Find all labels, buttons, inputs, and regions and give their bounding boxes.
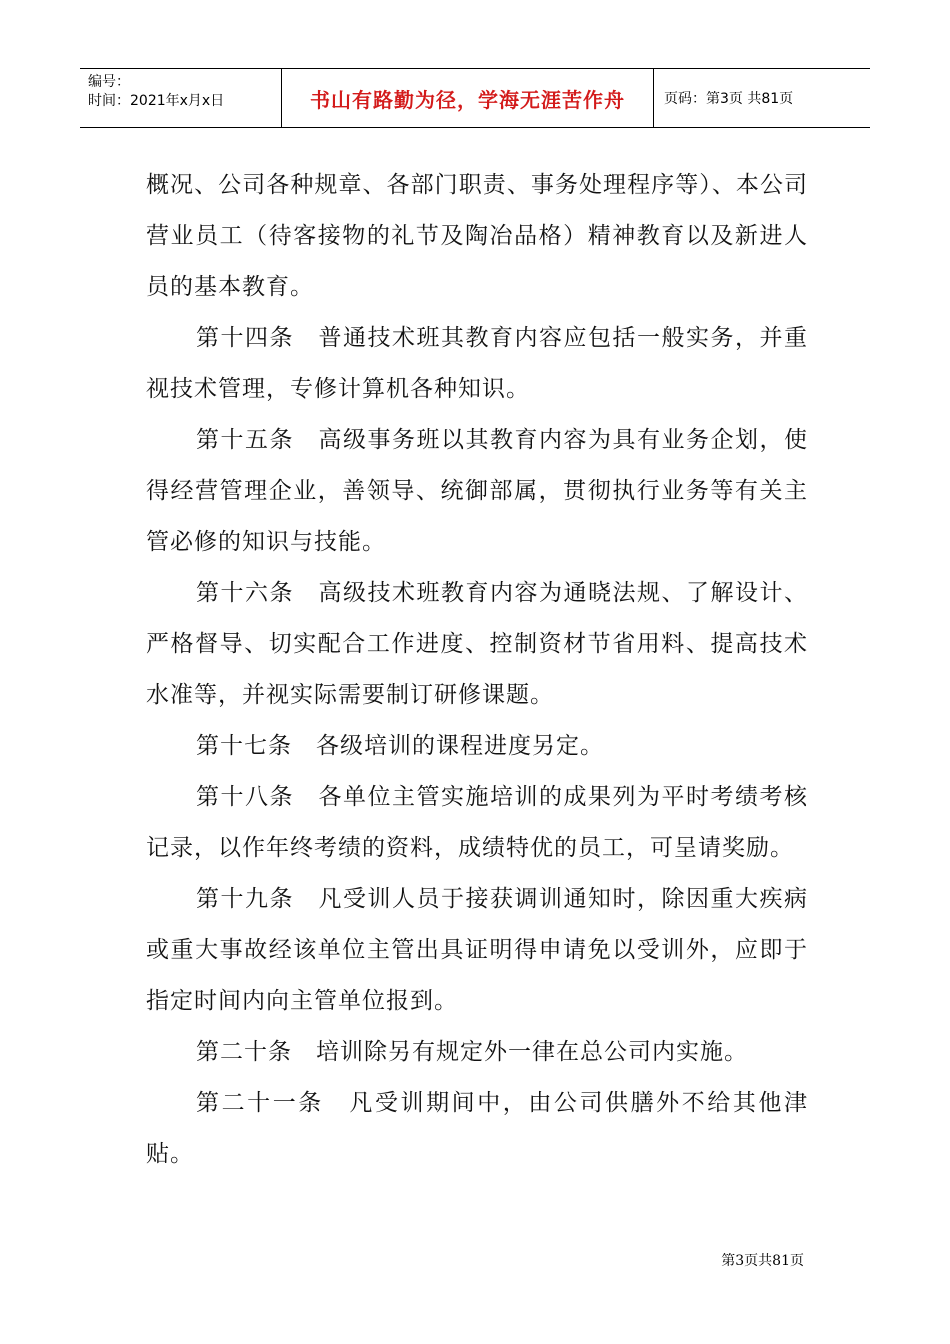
document-time-label: 时间：2021年x月x日 — [88, 93, 225, 109]
header-meta — [80, 69, 282, 127]
paragraph-article-16: 第十六条 高级技术班教育内容为通晓法规、了解设计、严格督导、切实配合工作进度、控制资材节省用料、提高技术水准等，并视实际需要制订研修课题。 — [146, 580, 808, 708]
paragraph-article-20: 第二十条 培训除另有规定外一律在总公司内实施。 — [196, 1039, 748, 1065]
paragraph-article-18: 第十八条 各单位主管实施培训的成果列为平时考绩考核记录，以作年终考绩的资料，成绩特优的员工，可呈请奖励。 — [146, 784, 808, 861]
page-header — [80, 68, 870, 128]
header-motto: 书山有路勤为径，学海无涯苦作舟 — [282, 69, 654, 127]
paragraph-article-21: 第二十一条 凡受训期间中，由公司供膳外不给其他津贴。 — [146, 1090, 808, 1167]
paragraph-continued: 概况、公司各种规章、各部门职责、事务处理程序等）、本公司营业员工（待客接物的礼节及陶冶品格）精神教育以及新进人员的基本教育。 — [146, 172, 808, 300]
header-page-number: 页码：第3页 共81页 — [664, 91, 794, 107]
paragraph-article-17: 第十七条 各级培训的课程进度另定。 — [196, 733, 604, 759]
paragraph-article-14: 第十四条 普通技术班其教育内容应包括一般实务，并重视技术管理，专修计算机各种知识。 — [146, 325, 808, 402]
document-number-label: 编号： — [88, 74, 130, 90]
paragraph-article-15: 第十五条 高级事务班以其教育内容为具有业务企划，使得经营管理企业，善领导、统御部属，贯彻执行业务等有关主管必修的知识与技能。 — [146, 427, 808, 555]
paragraph-article-19: 第十九条 凡受训人员于接获调训通知时，除因重大疾病或重大事故经该单位主管出具证明得申请免以受训外，应即于指定时间内向主管单位报到。 — [146, 886, 808, 1014]
document-body — [146, 160, 808, 1180]
page-footer-number: 第3页共81页 — [721, 1253, 804, 1269]
